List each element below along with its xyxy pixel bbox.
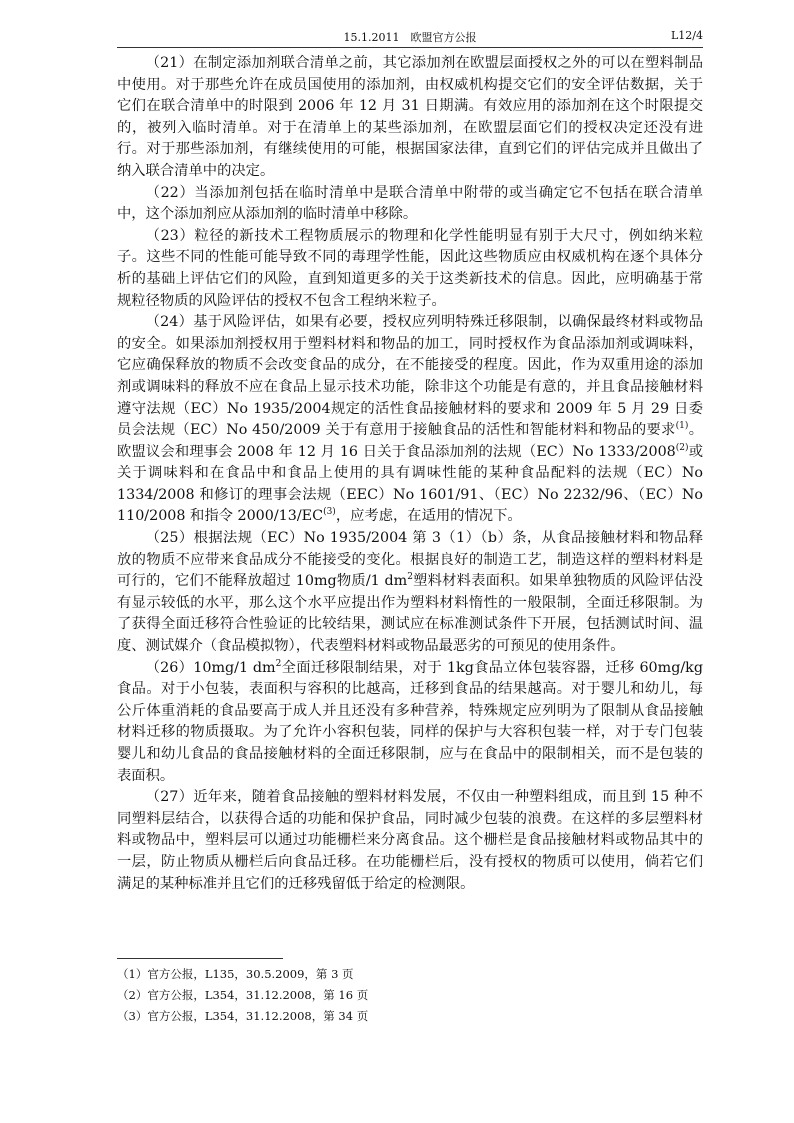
paragraph-24 [117,312,703,528]
header-rule [117,47,703,48]
paragraph-25-text-b: 塑料材料表面积。如果单独物质的风险评估没有显示较低的水平，那么这个水平应提出作为塑料材料惰性的一般限制，全面迁移限制。为了获得全面迁移符合性验证的比较结果，测试应在标准测试条件下开展，包括测试时间、温度、测试媒介（食品模拟物），代表塑料材料或物品最恶劣的可预见的使用条件。 [117,573,703,655]
footnote-ref-1: (1) [675,421,689,432]
footnote-1: （1）官方公报，L135，30.5.2009，第 3 页 [117,967,354,981]
header-date-journal: 15.1.2011 欧盟官方公报 [343,31,477,44]
footnote-2: （2）官方公报，L354，31.12.2008，第 16 页 [117,988,369,1002]
paragraph-26-text-b: 全面迁移限制结果，对于 1kg食品立体包装容器，迁移 60mg/kg 食品。对于小包装，表面积与容积的比越高，迁移到食品的结果越高。对于婴儿和幼儿，每公斤体重消耗的食品要高于成人并且还没有多种营养，特殊规定应列明为了限制从食品接触材料迁移的物质摄取。为了允许小容积包装，同样的保护与大容积包装一样，对于专门包装婴儿和幼儿食品的食品接触材料的全面迁移限制，应与在食品中的限制相关，而不是包装的表面积。 [117,659,703,784]
paragraph-24-text-d: ，应考虑，在适用的情况下。 [335,508,522,525]
footnote-rule [117,958,283,959]
paragraph-26-text-a: （26）10mg/1 dm [145,659,276,676]
paragraph-24-text-b: 。欧盟议会和理事会 2008 年 12 月 16 日关于食品添加剂的法规（EC）No 1333/2008 [117,422,703,460]
footnote-3: （3）官方公报，L354，31.12.2008，第 34 页 [117,1009,369,1023]
footnote-ref-3: (3) [323,507,336,518]
footnote-ref-2: (2) [675,442,689,453]
paragraph-26 [117,658,703,788]
running-header [117,29,703,49]
superscript-2: 2 [407,572,413,583]
paragraph-23: （23）粒径的新技术工程物质展示的物理和化学性能明显有别于大尺寸，例如纳米粒子。这些不同的性能可能导致不同的毒理学性能，因此这些物质应由权威机构在逐个具体分析的基础上评估它们的风险，直到知道更多的关于这类新技术的信息。因此，应明确基于常规粒径物质的风险评估的授权不包含工程纳米粒子。 [117,227,703,309]
paragraph-25 [117,528,703,658]
paragraph-22: （22）当添加剂包括在临时清单中是联合清单中附带的或当确定它不包括在联合清单中，这个添加剂应从添加剂的临时清单中移除。 [117,184,703,223]
body-text [117,53,703,895]
footnotes [117,964,703,1027]
superscript-2: 2 [275,658,282,669]
paragraph-24-text-a: （24）基于风险评估，如果有必要，授权应列明特殊迁移限制，以确保最终材料或物品的安全。如果添加剂授权用于塑料材料和物品的加工，同时授权作为食品添加剂或调味料，它应确保释放的物质不会改变食品的成分，在不能接受的程度。因此，作为双重用途的添加剂或调味料的释放不应在食品上显示技术功能，除非这个功能是有意的，并且食品接触材料遵守法规（EC）No 1935/2004规定的活性食品接触材料的要求和 2009 年 5 月 29 日委员会法规（EC）No 450/2009 关于有意用于接触食品的活性和智能材料和物品的要求 [117,314,703,439]
paragraph-21: （21）在制定添加剂联合清单之前，其它添加剂在欧盟层面授权之外的可以在塑料制品中使用。对于那些允许在成员国使用的添加剂，由权威机构提交它们的安全评估数据，关于它们在联合清单中的时限到 2006 年 12 月 31 日期满。有效应用的添加剂在这个时限提交的，被列入临时清单。对于在清单上的某些添加剂，在欧盟层面它们的授权决定还没有进行。对于那些添加剂，有继续使用的可能，根据国家法律，直到它们的评估完成并且做出了纳入联合清单中的决定。 [117,55,703,179]
paragraph-24-text-c: 或关于调味料和在食品中和食品上使用的具有调味性能的某种食品配料的法规（EC）No 1334/2008 和修订的理事会法规（EEC）No 1601/91、（EC）No 2232/96、（EC）No 110/2008 和指令 2000/13/EC [117,443,703,525]
paragraph-25-text-a: （25）根据法规（EC）No 1935/2004 第 3（1）（b）条，从食品接触材料和物品释放的物质不应带来食品成分不能接受的变化。根据良好的制造工艺，制造这样的塑料材料是可行的，它们不能释放超过 10mg物质/1 dm [117,530,703,590]
header-page-number: L12/4 [670,29,703,42]
paragraph-27: （27）近年来，随着食品接触的塑料材料发展，不仅由一种塑料组成，而且到 15 种不同塑料层结合，以获得合适的功能和保护食品，同时减少包装的浪费。在这样的多层塑料材料或物品中，塑料层可以通过功能栅栏来分离食品。这个栅栏是食品接触材料或物品其中的一层，防止物质从栅栏后向食品迁移。在功能栅栏后，没有授权的物质可以使用，倘若它们满足的某种标准并且它们的迁移残留低于给定的检测限。 [117,789,703,892]
